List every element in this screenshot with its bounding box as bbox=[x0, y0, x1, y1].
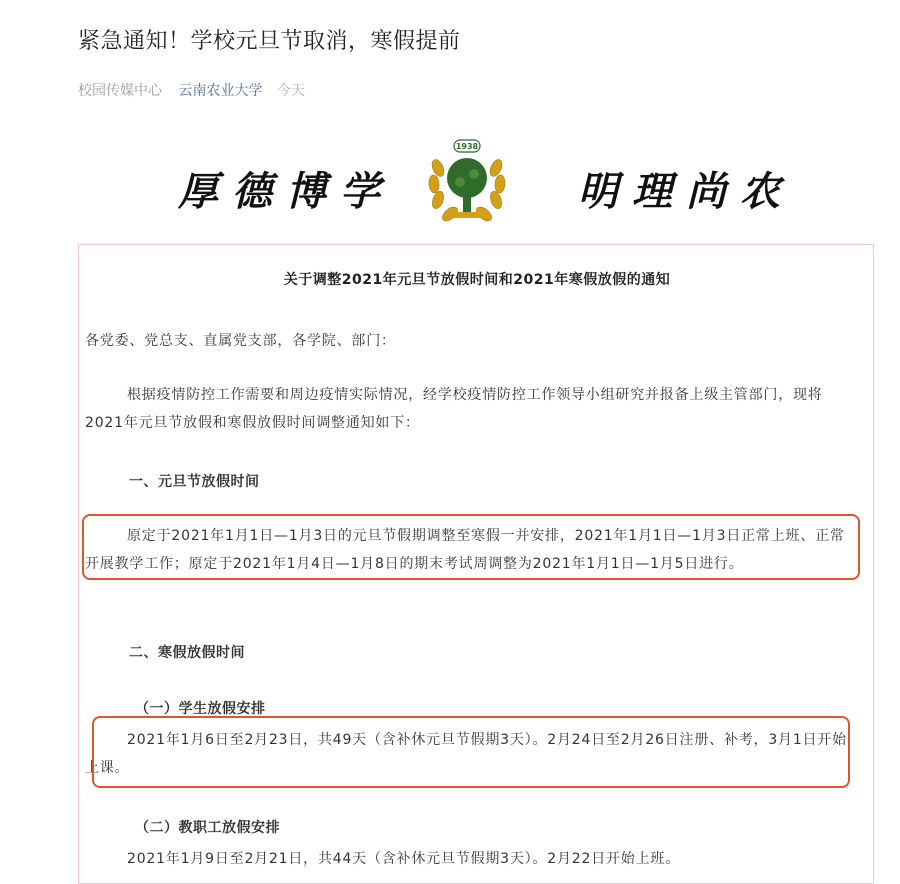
university-emblem-icon bbox=[424, 138, 510, 230]
publish-time: 今天 bbox=[276, 83, 305, 99]
sub1-body: 2021年1月6日至2月23日，共49天（含补休元旦节假期3天）。2月24日至2月26日注册、补考，3月1日开始上课。 bbox=[85, 732, 847, 776]
section1-body: 原定于2021年1月1日—1月3日的元旦节假期调整至寒假一并安排，2021年1月1日—1月3日正常上班、正常开展教学工作；原定于2021年1月4日—1月8日的期末考试周调整为2021年1月1日—1月5日进行。 bbox=[85, 528, 845, 572]
article-title: 紧急通知！学校元旦节取消，寒假提前 bbox=[78, 29, 461, 54]
emblem-year: 1938 bbox=[455, 142, 479, 151]
article-source: 校园传媒中心 bbox=[78, 83, 162, 99]
article-meta bbox=[78, 80, 305, 100]
section1-title: 一、元旦节放假时间 bbox=[129, 474, 260, 490]
notice-intro: 根据疫情防控工作需要和周边疫情实际情况，经学校疫情防控工作领导小组研究并报备上级主管部门，现将2021年元旦节放假和寒假放假时间调整通知如下： bbox=[85, 387, 823, 431]
motto-left: 厚德博学 bbox=[178, 168, 394, 215]
section2-title: 二、寒假放假时间 bbox=[129, 645, 245, 661]
sub1-title: （一）学生放假安排 bbox=[135, 701, 266, 717]
account-name-link[interactable]: 云南农业大学 bbox=[178, 83, 263, 99]
motto-banner bbox=[0, 138, 900, 238]
highlight-box-holiday bbox=[82, 514, 860, 580]
sub2-title: （二）教职工放假安排 bbox=[135, 820, 280, 836]
sub2-body: 2021年1月9日至2月21日，共44天（含补休元旦节假期3天）。2月22日开始上班。 bbox=[127, 851, 681, 867]
notice-greeting: 各党委、党总支、直属党支部，各学院、部门： bbox=[85, 333, 396, 349]
highlight-box-students bbox=[92, 716, 850, 788]
motto-right: 明理尚农 bbox=[578, 168, 794, 215]
notice-heading: 关于调整2021年元旦节放假时间和2021年寒假放假的通知 bbox=[283, 272, 671, 288]
